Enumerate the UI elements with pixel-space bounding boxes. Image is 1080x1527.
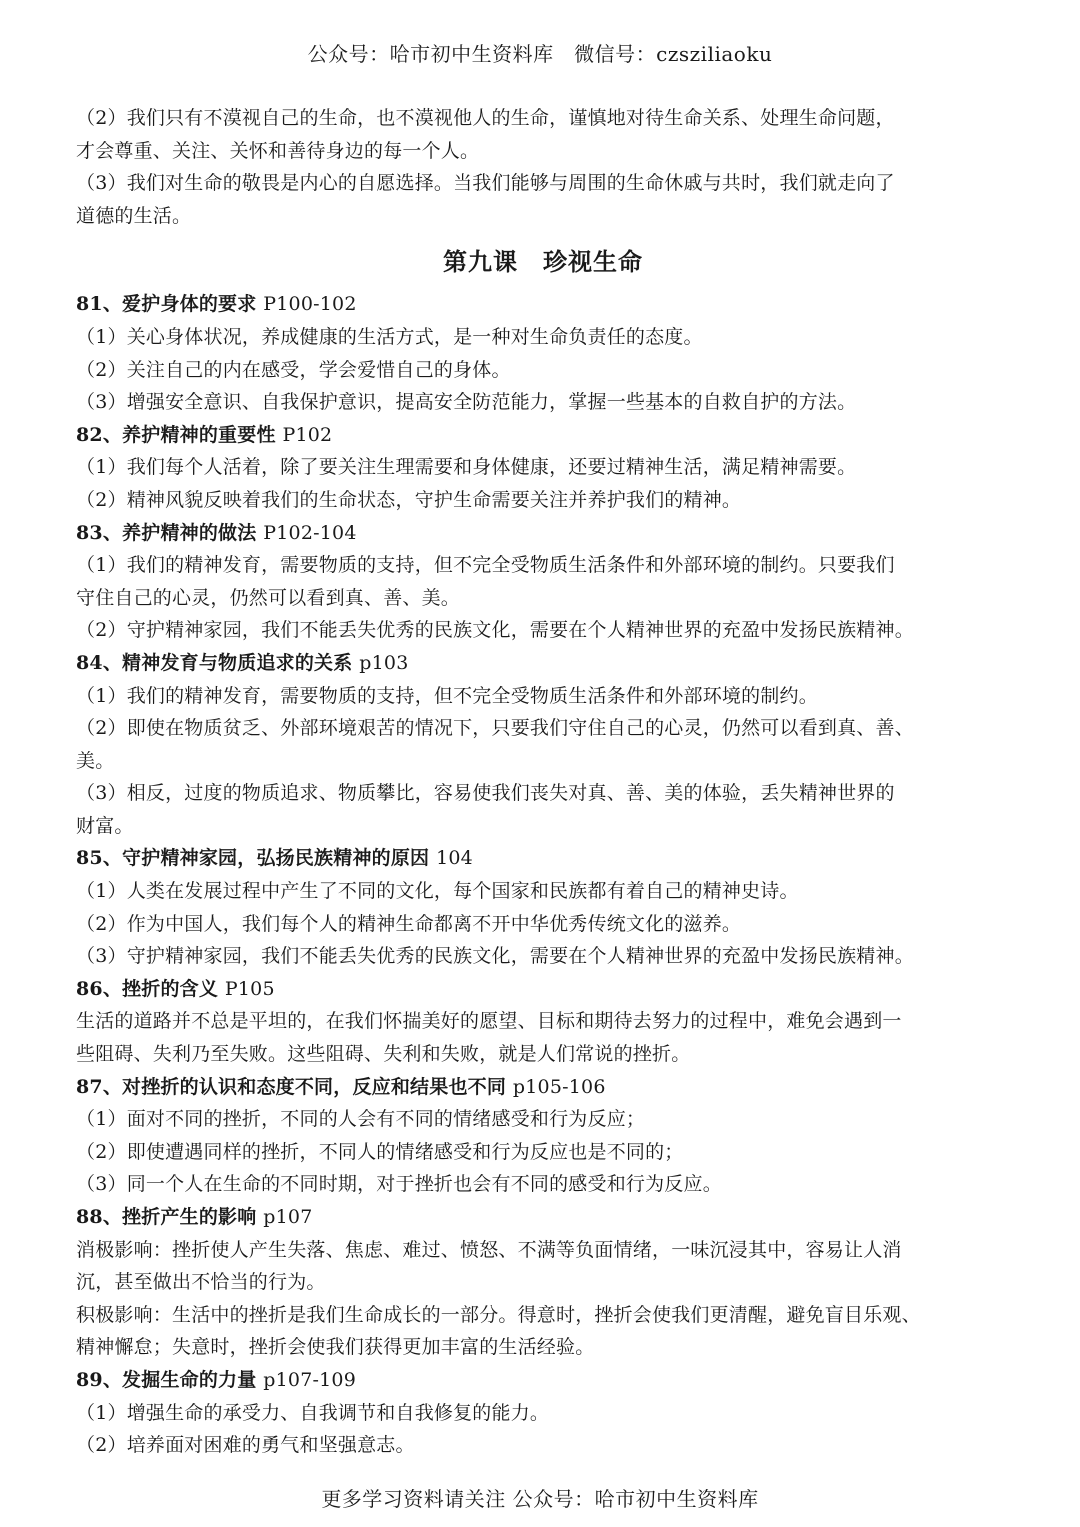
section-number: 87、	[76, 1075, 123, 1098]
section-heading	[76, 419, 1010, 452]
section-line: （3）同一个人在生命的不同时期，对于挫折也会有不同的感受和行为反应。	[76, 1173, 722, 1196]
section-line: 沉，甚至做出不恰当的行为。	[76, 1271, 326, 1294]
section-title: 发掘生命的力量	[122, 1368, 257, 1391]
section-line: （3）相反，过度的物质追求、物质攀比，容易使我们丧失对真、善、美的体验，丢失精神世界的	[76, 782, 895, 805]
section-title: 对挫折的认识和态度不同，反应和结果也不同	[122, 1075, 507, 1098]
section	[76, 517, 1010, 647]
section-number: 89、	[76, 1368, 123, 1391]
section-heading	[76, 973, 1010, 1006]
section-line: （2）作为中国人，我们每个人的精神生命都离不开中华优秀传统文化的滋养。	[76, 912, 742, 935]
section-number: 83、	[76, 521, 123, 544]
section-line: （3）增强安全意识、自我保护意识，提高安全防范能力，掌握一些基本的自救自护的方法。	[76, 391, 857, 414]
page-reference: 104	[436, 847, 473, 870]
section-line: 守住自己的心灵，仍然可以看到真、善、美。	[76, 586, 461, 609]
section-line: 消极影响：挫折使人产生失落、焦虑、难过、愤怒、不满等负面情绪，一味沉浸其中，容易让人消	[76, 1238, 902, 1261]
section-line: 积极影响：生活中的挫折是我们生命成长的一部分。得意时，挫折会使我们更清醒，避免盲目乐观、	[76, 1303, 921, 1326]
section	[76, 973, 1010, 1071]
section-line: （1）我们的精神发育，需要物质的支持，但不完全受物质生活条件和外部环境的制约。只要我们	[76, 554, 895, 577]
section-title: 养护精神的做法	[122, 521, 257, 544]
section-heading	[76, 288, 1010, 321]
page-reference: p103	[359, 651, 409, 674]
section-line: 美。	[76, 749, 115, 772]
intro-line: （2）我们只有不漠视自己的生命，也不漠视他人的生命，谨慎地对待生命关系、处理生命问题，	[76, 107, 895, 129]
section	[76, 842, 1010, 972]
section-line: 生活的道路并不总是平坦的，在我们怀揣美好的愿望、目标和期待去努力的过程中，难免会遇到一	[76, 1010, 902, 1033]
section-line: （1）增强生命的承受力、自我调节和自我修复的能力。	[76, 1401, 550, 1424]
section-line: （2）即使在物质贫乏、外部环境艰苦的情况下，只要我们守住自己的心灵，仍然可以看到真、善、	[76, 717, 914, 740]
section-title: 挫折产生的影响	[122, 1206, 257, 1228]
section	[76, 1364, 1010, 1462]
section-line: （1）人类在发展过程中产生了不同的文化，每个国家和民族都有着自己的精神史诗。	[76, 880, 799, 903]
intro-line: 道德的生活。	[76, 204, 192, 227]
section-heading	[76, 842, 1010, 875]
page-reference: p107-109	[263, 1368, 356, 1391]
section-heading	[76, 1201, 1010, 1234]
section-line: （1）面对不同的挫折，不同的人会有不同的情绪感受和行为反应；	[76, 1108, 646, 1131]
intro-line: （3）我们对生命的敬畏是内心的自愿选择。当我们能够与周围的生命休戚与共时，我们就走向了	[76, 172, 895, 195]
document-body	[76, 102, 1010, 1462]
section-title: 挫折的含义	[122, 977, 219, 1000]
section-title: 守护精神家园，弘扬民族精神的原因	[122, 847, 430, 870]
section-number: 85、	[76, 847, 123, 870]
section-number: 86、	[76, 977, 123, 1000]
section-line: （2）关注自己的内在感受，学会爱惜自己的身体。	[76, 358, 511, 381]
section-heading	[76, 517, 1010, 550]
section-line: （3）守护精神家园，我们不能丢失优秀的民族文化，需要在个人精神世界的充盈中发扬民族精神。	[76, 945, 914, 968]
page-reference: P105	[224, 977, 275, 1000]
section-heading	[76, 1364, 1010, 1397]
section	[76, 1071, 1010, 1201]
section-line: （1）我们每个人活着，除了要关注生理需要和身体健康，还要过精神生活，满足精神需要。	[76, 456, 857, 479]
sections	[76, 288, 1010, 1461]
section-title: 养护精神的重要性	[122, 423, 276, 446]
section	[76, 288, 1010, 418]
page-reference: P102	[282, 423, 333, 446]
section-title: 精神发育与物质追求的关系	[122, 651, 353, 674]
intro-line: 才会尊重、关注、关怀和善待身边的每一个人。	[76, 139, 480, 162]
section-number: 84、	[76, 651, 123, 674]
page-reference: p105-106	[512, 1075, 606, 1098]
page-reference: P100-102	[263, 293, 357, 316]
page-footer: 更多学习资料请关注 公众号：哈市初中生资料库	[321, 1487, 759, 1511]
section-heading	[76, 1071, 1010, 1104]
section-line: （2）即使遭遇同样的挫折，不同人的情绪感受和行为反应也是不同的；	[76, 1140, 684, 1163]
section-heading	[76, 647, 1010, 680]
section-line: 精神懈怠；失意时，挫折会使我们获得更加丰富的生活经验。	[76, 1336, 595, 1359]
section	[76, 647, 1010, 843]
intro-block	[76, 102, 1010, 232]
section-number: 81、	[76, 293, 123, 316]
section	[76, 1201, 1010, 1364]
section-line: 财富。	[76, 814, 134, 837]
section-number: 82、	[76, 423, 123, 446]
section-title: 爱护身体的要求	[122, 293, 257, 316]
lesson-title: 第九课 珍视生命	[443, 248, 643, 277]
page-header: 公众号：哈市初中生资料库 微信号：czsziliaoku	[307, 42, 773, 66]
section-line: 些阻碍、失利乃至失败。这些阻碍、失利和失败，就是人们常说的挫折。	[76, 1043, 691, 1066]
section-line: （1）我们的精神发育，需要物质的支持，但不完全受物质生活条件和外部环境的制约。	[76, 684, 818, 707]
section	[76, 419, 1010, 517]
section-line: （1）关心身体状况，养成健康的生活方式，是一种对生命负责任的态度。	[76, 325, 703, 348]
section-line: （2）培养面对困难的勇气和坚强意志。	[76, 1434, 415, 1457]
page-reference: P102-104	[263, 521, 357, 544]
section-line: （2）守护精神家园，我们不能丢失优秀的民族文化，需要在个人精神世界的充盈中发扬民族精神。	[76, 619, 914, 642]
section-number: 88、	[76, 1206, 123, 1228]
page-reference: p107	[263, 1206, 313, 1228]
section-line: （2）精神风貌反映着我们的生命状态，守护生命需要关注并养护我们的精神。	[76, 488, 742, 511]
